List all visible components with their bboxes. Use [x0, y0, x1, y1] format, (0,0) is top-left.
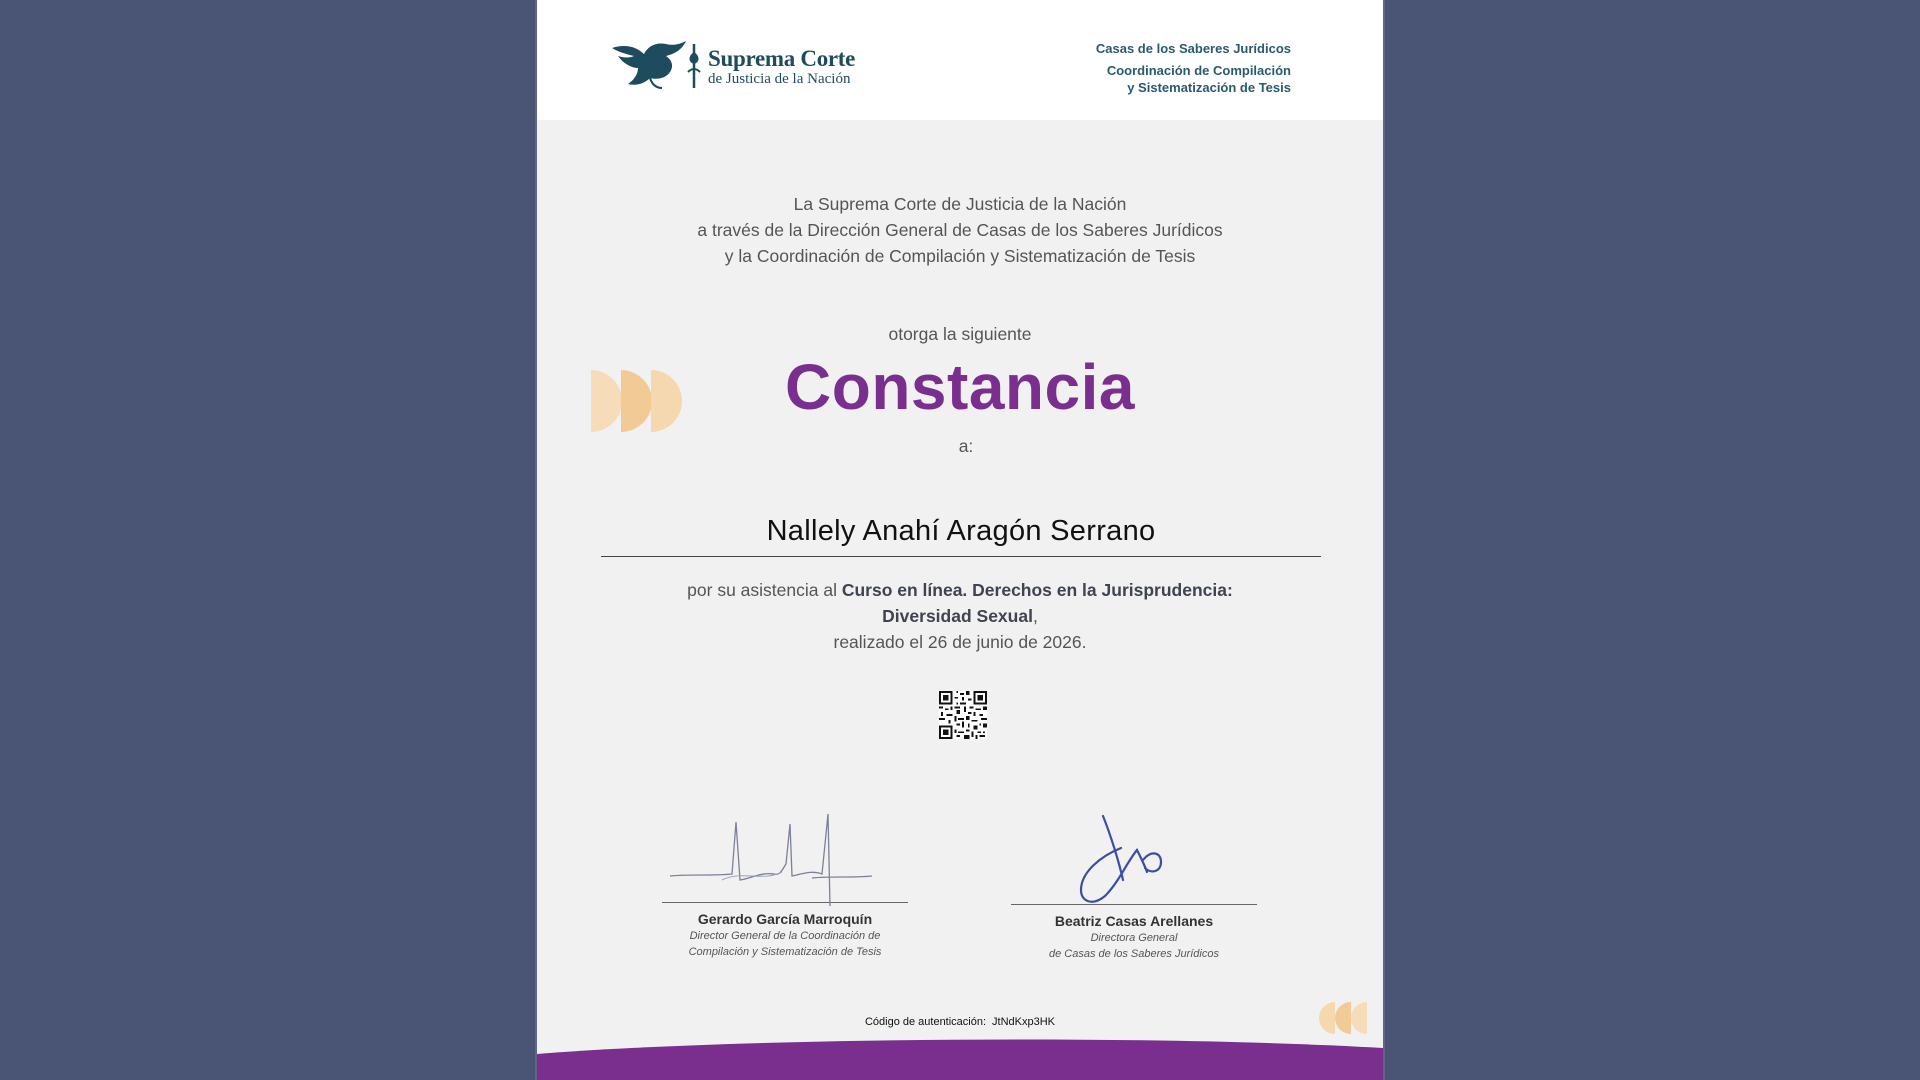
decorative-half-circles-small-icon: [1317, 1000, 1373, 1036]
auth-label: Código de autenticación:: [864, 1016, 987, 1028]
issuer-block: [1096, 40, 1291, 96]
intro-paragraph: [537, 191, 1383, 269]
signer-name-1: Gerardo García Marroquín: [697, 911, 873, 927]
scjn-logo: [610, 38, 870, 93]
certificate-title: Constancia: [785, 351, 1135, 423]
qr-code-icon[interactable]: [939, 691, 987, 739]
authentication-code: [537, 1016, 1383, 1028]
course-name-line-2: Diversidad Sexual: [882, 606, 1033, 626]
bottom-wave-band: [537, 1036, 1383, 1080]
issuer-line-2: Coordinación de Compilación: [1106, 63, 1291, 78]
to-label: a:: [958, 436, 974, 456]
signer-name-2: Beatriz Casas Arellanes: [1054, 913, 1214, 929]
grant-text: otorga la siguiente: [888, 324, 1032, 344]
handwritten-signature-1-icon: [662, 810, 908, 906]
recipient-underline: [601, 556, 1321, 557]
course-date: realizado el 26 de junio de 2026.: [833, 632, 1087, 652]
logo-title: Suprema Corte: [708, 46, 856, 71]
course-suffix: ,: [1032, 606, 1038, 626]
signer-role-1-line-1: Director General de la Coordinación de: [689, 930, 881, 942]
course-description: [657, 577, 1263, 655]
intro-line-2: a través de la Dirección General de Casas de los Saberes Jurídicos: [697, 220, 1223, 240]
auth-code[interactable]: JtNdKxp3HK: [992, 1016, 1056, 1028]
issuer-line-3: y Sistematización de Tesis: [1127, 80, 1291, 95]
certificate-page: [537, 0, 1383, 1080]
eagle-emblem-icon: [610, 38, 706, 90]
signer-role-2-line-1: Directora General: [1090, 932, 1178, 944]
handwritten-signature-2-icon: [1011, 810, 1257, 910]
intro-line-3: y la Coordinación de Compilación y Sistematización de Tesis: [724, 246, 1196, 266]
issuer-line-1: Casas de los Saberes Jurídicos: [1095, 41, 1291, 56]
signer-role-2-line-2: de Casas de los Saberes Jurídicos: [1049, 948, 1219, 960]
intro-line-1: La Suprema Corte de Justicia de la Nación: [793, 194, 1127, 214]
signature-block-1: [662, 810, 908, 959]
recipient-name: Nallely Anahí Aragón Serrano: [766, 515, 1156, 547]
logo-subtitle: de Justicia de la Nación: [708, 71, 851, 87]
certificate-header: [537, 0, 1383, 120]
course-name-line-1: Curso en línea. Derechos en la Jurisprudencia:: [841, 580, 1233, 600]
signer-role-1-line-2: Compilación y Sistematización de Tesis: [688, 946, 882, 958]
course-prefix: por su asistencia al: [687, 580, 842, 600]
signature-block-2: [1011, 810, 1257, 961]
